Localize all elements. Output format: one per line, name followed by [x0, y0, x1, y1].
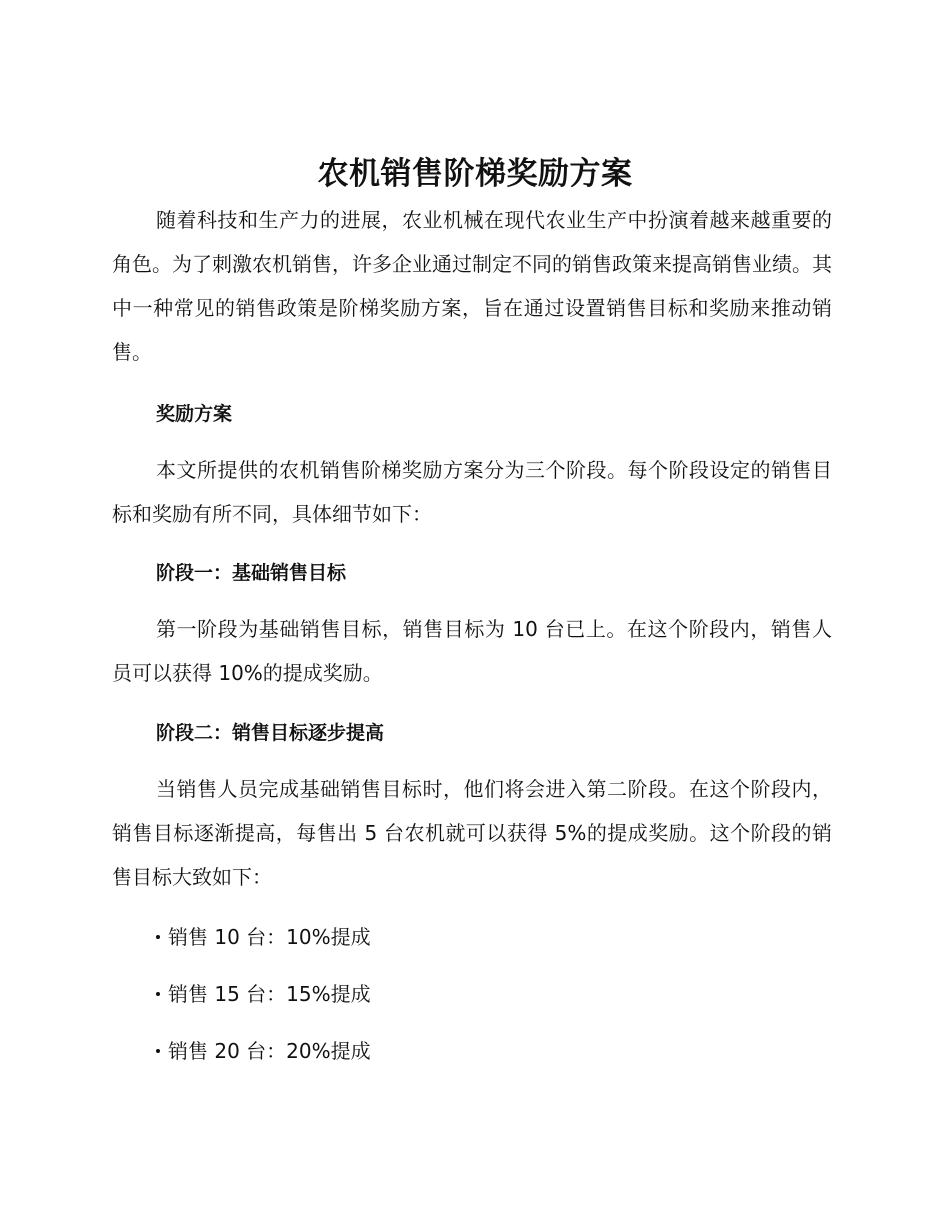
stage1-heading: 阶段一：基础销售目标 [156, 562, 347, 584]
bullet-icon [156, 1049, 160, 1053]
stage1-paragraph: 第一阶段为基础销售目标，销售目标为 10 台已上。在这个阶段内，销售人员可以获得 10%的提成奖励。 [112, 617, 832, 685]
intro-paragraph: 随着科技和生产力的进展，农业机械在现代农业生产中扮演着越来越重要的角色。为了刺激农机销售，许多企业通过制定不同的销售政策来提高销售业绩。其中一种常见的销售政策是阶梯奖励方案，旨在通过设置销售目标和奖励来推动销售。 [112, 208, 832, 364]
list-item [156, 974, 371, 1014]
list-item [156, 1031, 371, 1071]
list-item-text: 销售 10 台：10%提成 [168, 925, 371, 949]
stage2-heading: 阶段二：销售目标逐步提高 [156, 722, 385, 744]
bullet-icon [156, 935, 160, 939]
document-title: 农机销售阶梯奖励方案 [317, 156, 633, 192]
section-heading-reward-plan: 奖励方案 [156, 403, 233, 425]
list-item [156, 917, 371, 957]
section-paragraph: 本文所提供的农机销售阶梯奖励方案分为三个阶段。每个阶段设定的销售目标和奖励有所不同，具体细节如下： [112, 458, 832, 526]
list-item-text: 销售 15 台：15%提成 [168, 982, 371, 1006]
list-item-text: 销售 20 台：20%提成 [168, 1039, 371, 1063]
stage2-paragraph: 当销售人员完成基础销售目标时，他们将会进入第二阶段。在这个阶段内，销售目标逐渐提高，每售出 5 台农机就可以获得 5%的提成奖励。这个阶段的销售目标大致如下： [112, 777, 832, 889]
bullet-icon [156, 992, 160, 996]
